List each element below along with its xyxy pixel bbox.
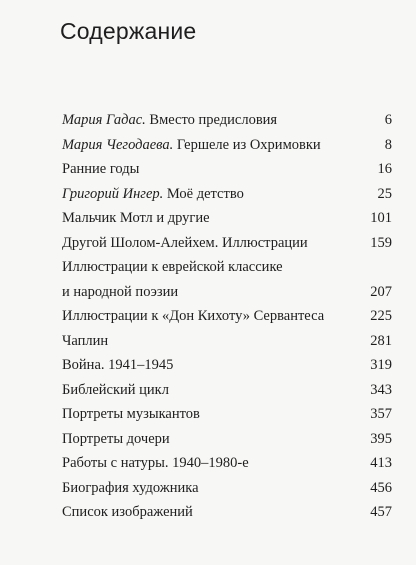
entry-page-number: 457 [370,504,392,520]
entry-page-number: 225 [370,308,392,324]
entry-title: Список изображений [62,504,193,520]
toc-entry [62,451,392,476]
toc-entry [62,500,392,525]
entry-title: Иллюстрации к «Дон Кихоту» Сервантеса [62,308,325,324]
entry-author: Григорий Ингер. [62,185,164,202]
toc-entry [62,427,392,452]
toc-entry [62,133,392,158]
entry-title: Вместо предисловия [149,112,278,128]
entry-author: Мария Чегодаева. [62,136,174,153]
table-of-contents [62,108,392,525]
entry-page-number: 395 [370,430,392,447]
toc-entry [62,304,392,329]
entry-page-number: 281 [370,332,392,349]
entry-title: Чаплин [62,332,109,349]
entry-page-number: 413 [370,455,392,471]
toc-entry [62,206,392,231]
toc-entry [62,157,392,182]
entry-title-continued: и народной поэзии [62,283,179,300]
entry-title: Биография художника [62,479,199,496]
entry-page-number: 207 [370,283,392,300]
entry-title: Мальчик Мотл и другие [62,210,210,226]
entry-page-number: 456 [370,479,392,496]
entry-page-number: 159 [370,234,392,251]
entry-title: Моё детство [166,185,244,202]
toc-entry [62,378,392,403]
entry-page-number: 343 [370,381,392,398]
toc-entry [62,329,392,354]
entry-title: Ранние годы [62,161,140,177]
entry-title: Библейский цикл [62,381,169,398]
page-title: Содержание [60,18,197,44]
toc-entry [62,353,392,378]
entry-title: Иллюстрации к еврейской классике [62,259,283,275]
entry-title: Портреты музыкантов [62,406,200,422]
entry-page-number: 6 [384,112,392,128]
toc-entry [62,255,392,304]
entry-page-number: 101 [370,210,392,226]
entry-page-number: 8 [384,136,392,153]
entry-title: Работы с натуры. 1940–1980-е [62,455,249,471]
toc-entry [62,402,392,427]
entry-author: Мария Гадас. [62,112,146,128]
entry-page-number: 25 [377,185,392,202]
toc-entry [62,108,392,133]
entry-title: Война. 1941–1945 [62,357,174,373]
entry-title: Портреты дочери [62,430,170,447]
entry-page-number: 16 [377,161,392,177]
toc-entry [62,182,392,207]
toc-entry [62,476,392,501]
entry-page-number: 357 [370,406,392,422]
entry-title: Гершеле из Охримовки [176,136,321,153]
entry-page-number: 319 [370,357,392,373]
toc-entry [62,231,392,256]
entry-title: Другой Шолом-Алейхем. Иллюстрации [62,234,308,251]
